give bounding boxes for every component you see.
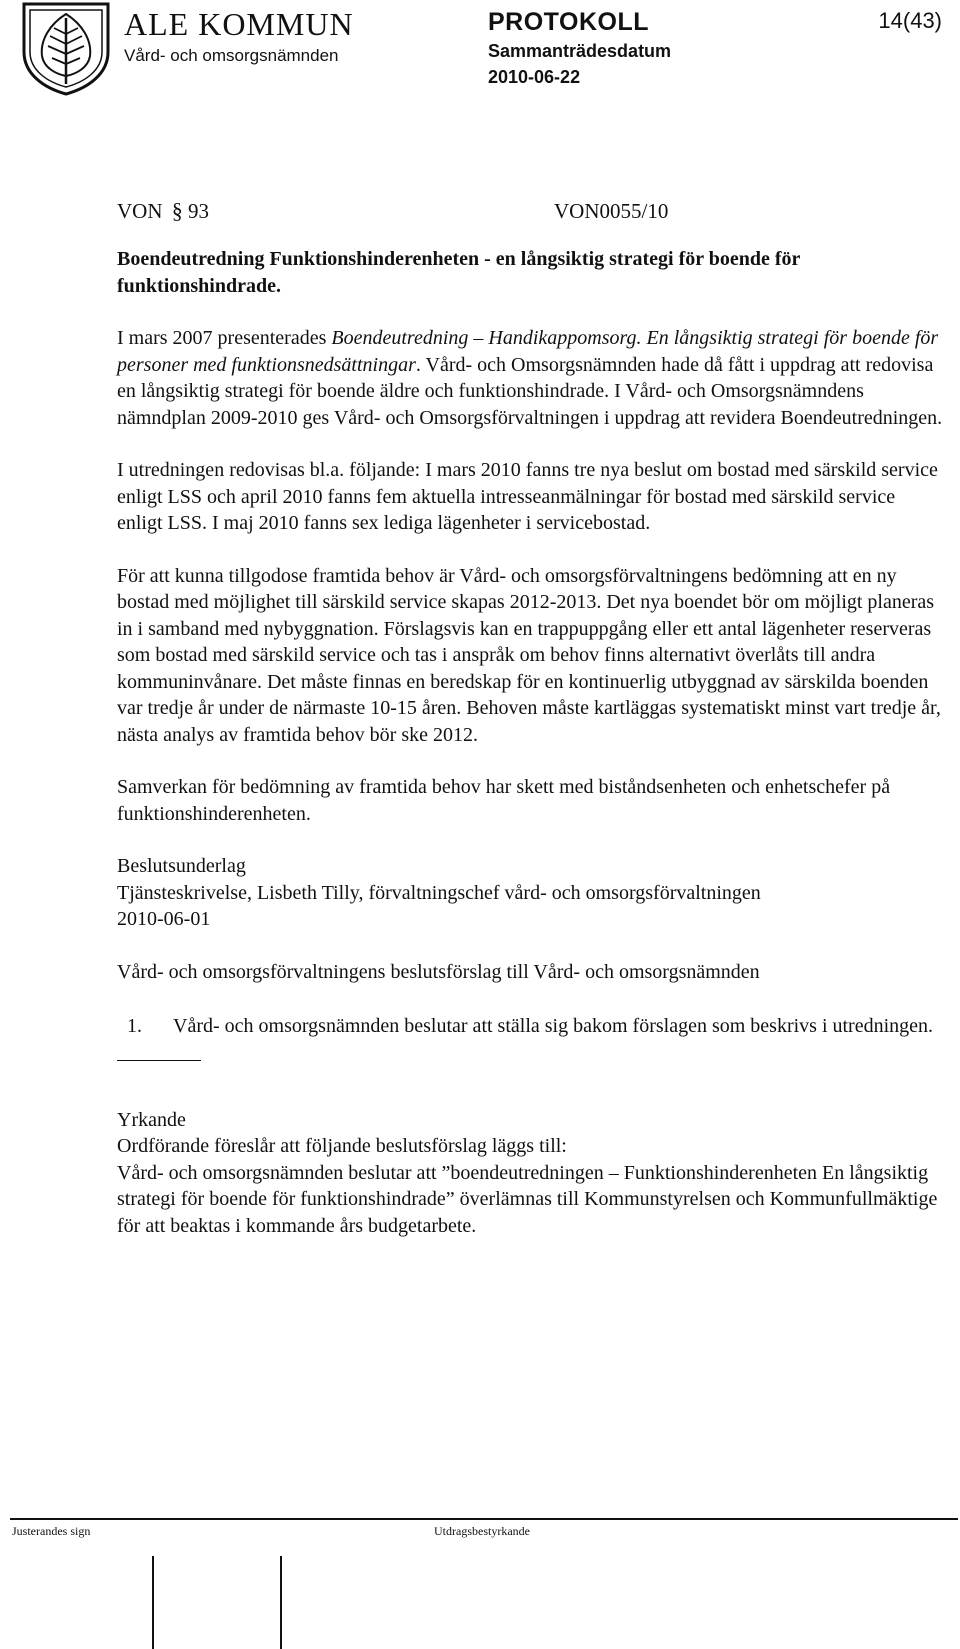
protocol-header (488, 6, 671, 90)
section-number: 93 (188, 199, 209, 223)
section-sign-icon: § (171, 198, 183, 223)
protocol-title: PROTOKOLL (488, 8, 649, 36)
item-heading: Boendeutredning Funktionshinderenheten - en långsiktig strategi för boende för funktionshindrade. (117, 248, 801, 297)
list-text: Vård- och omsorgsnämnden beslutar att ställa sig bakom förslagen som beskrivs i utredningen. (173, 1015, 934, 1037)
proposal-label: Vård- och omsorgsförvaltningens beslutsförslag till Vård- och omsorgsnämnden (117, 960, 760, 983)
municipal-crest-icon (20, 0, 112, 96)
committee-name: Vård- och omsorgsnämnden (124, 46, 339, 65)
divider (117, 1060, 201, 1061)
footer-divider (10, 1518, 958, 1520)
signature-box-divider (280, 1556, 282, 1649)
paragraph-assessment: För att kunna tillgodose framtida behov är Vård- och omsorgsförvaltningens bedömning att en ny bostad med möjlighet till särskild service skapas 2012-2013. Det nya boendet bör om möjligt planeras in i samband med nybyggnation. Förslagsvis kan en trappuppgång eller ett antal lägenheter reserveras som bostad med särskild service och tas i anspråk om behov finns alternativt överlåts till andra kommuninvånare. Det måste finnas en beredskap för en kontinuerlig utbyggnad av särskilda boenden var tredje år under de närmaste 10-15 åren. Behoven måste kartläggas systematiskt minst vart tredje år, nästa analys av framtida behov bör ske 2012. (117, 564, 941, 746)
motion-intro: Ordförande föreslår att följande beslutsförslag läggs till: (117, 1135, 567, 1157)
report-title: Boendeutredning – Handikappomsorg. En långsiktig strategi för boende för personer med funktionsnedsättningar (117, 327, 939, 376)
reference-line (117, 198, 945, 228)
decision-basis-document: Tjänsteskrivelse, Lisbeth Tilly, förvaltningschef vård- och omsorgsförvaltningen (117, 881, 761, 904)
organization-name: ALE KOMMUN (124, 6, 354, 42)
signature-box-divider (152, 1556, 154, 1649)
meeting-date: 2010-06-22 (488, 67, 581, 87)
list-number: 1. (127, 1015, 142, 1037)
paragraph-cooperation: Samverkan för bedömning av framtida behov har skett med biståndsenheten och enhetschefer på funktionshinderenheten. (117, 776, 891, 825)
organization-block (124, 4, 354, 66)
signature-label: Justerandes sign (12, 1524, 91, 1538)
section-reference (117, 198, 209, 225)
list-item (117, 1013, 945, 1040)
page-number: 14(43) (878, 8, 942, 33)
document-body (117, 198, 945, 1239)
decision-basis-label: Beslutsunderlag (117, 855, 246, 877)
section-prefix: VON (117, 199, 163, 223)
motion-text: Vård- och omsorgsnämnden beslutar att ”boendeutredningen – Funktionshinderenheten En långsiktig strategi för boende för funktionshindrade” överlämnas till Kommunstyrelsen och Kommunfullmäktige för att beaktas i kommande års budgetarbete. (117, 1161, 938, 1237)
meeting-date-label: Sammanträdesdatum (488, 41, 672, 61)
paragraph-rest: . Vård- och Omsorgsnämnden hade då fått i uppdrag att redovisa en långsiktig strategi för boende äldre och funktionshindrade. I Vård- och Omsorgsnämndens nämndplan 2009-2010 ges Vård- och Omsorgsförvaltningen i uppdrag att revidera Boendeutredningen. (117, 353, 943, 429)
extract-certification-label: Utdragsbestyrkande (434, 1524, 530, 1538)
paragraph-findings: I utredningen redovisas bl.a. följande: I mars 2010 fanns tre nya beslut om bostad med särskild service enligt LSS och april 2010 fanns fem aktuella intresseanmälningar för bostad med särskild service enligt LSS. I maj 2010 fanns sex lediga lägenheter i servicebostad. (117, 459, 938, 534)
decision-basis-date: 2010-06-01 (117, 908, 211, 930)
case-number: VON0055/10 (554, 199, 669, 223)
paragraph-background (117, 325, 945, 431)
paragraph-lead: I mars 2007 presenterades (117, 327, 332, 349)
motion-label: Yrkande (117, 1108, 186, 1131)
